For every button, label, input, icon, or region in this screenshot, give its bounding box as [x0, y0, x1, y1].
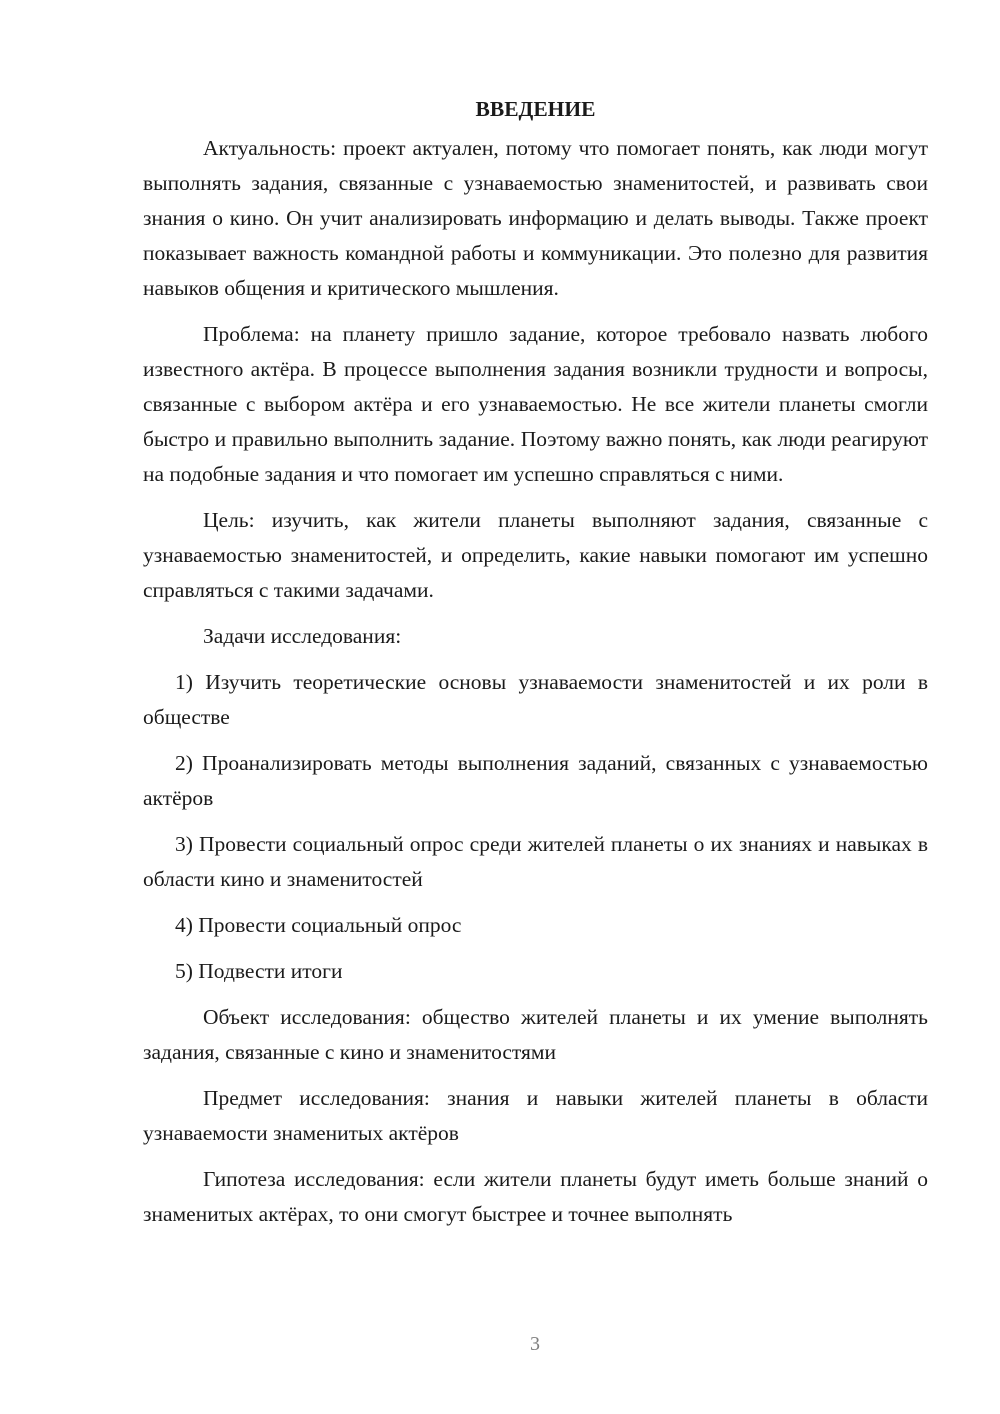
- hypothesis-paragraph: Гипотеза исследования: если жители планеты будут иметь больше знаний о знаменитых актёрах, то они смогут быстрее и точнее выполнять: [143, 1167, 928, 1226]
- task-item: 2) Проанализировать методы выполнения заданий, связанных с узнаваемостью актёров: [143, 751, 928, 810]
- task-item: 5) Подвести итоги: [175, 959, 343, 983]
- tasks-heading: Задачи исследования:: [203, 624, 402, 648]
- goal-paragraph: Цель: изучить, как жители планеты выполняют задания, связанные с узнаваемостью знаменитостей, и определить, какие навыки помогают им успешно справляться с такими задачами.: [143, 508, 928, 602]
- document-page: [143, 92, 928, 1243]
- subject-paragraph: Предмет исследования: знания и навыки жителей планеты в области узнаваемости знаменитых актёров: [143, 1086, 928, 1145]
- object-paragraph: Объект исследования: общество жителей планеты и их умение выполнять задания, связанные с кино и знаменитостями: [143, 1005, 928, 1064]
- page-title: ВВЕДЕНИЕ: [475, 97, 596, 121]
- relevance-paragraph: Актуальность: проект актуален, потому что помогает понять, как люди могут выполнять задания, связанные с узнаваемостью знаменитостей, и развивать свои знания о кино. Он учит анализировать информацию и делать выводы. Также проект показывает важность командной работы и коммуникации. Это полезно для развития навыков общения и критического мышления.: [143, 136, 928, 300]
- page-number: 3: [530, 1333, 540, 1355]
- task-item: 3) Провести социальный опрос среди жителей планеты о их знаниях и навыках в области кино и знаменитостей: [143, 832, 928, 891]
- task-item: 4) Провести социальный опрос: [175, 913, 462, 937]
- task-item: 1) Изучить теоретические основы узнаваемости знаменитостей и их роли в обществе: [143, 670, 928, 729]
- problem-paragraph: Проблема: на планету пришло задание, которое требовало назвать любого известного актёра. В процессе выполнения задания возникли трудности и вопросы, связанные с выбором актёра и его узнаваемостью. Не все жители планеты смогли быстро и правильно выполнить задание. Поэтому важно понять, как люди реагируют на подобные задания и что помогает им успешно справляться с ними.: [143, 322, 928, 486]
